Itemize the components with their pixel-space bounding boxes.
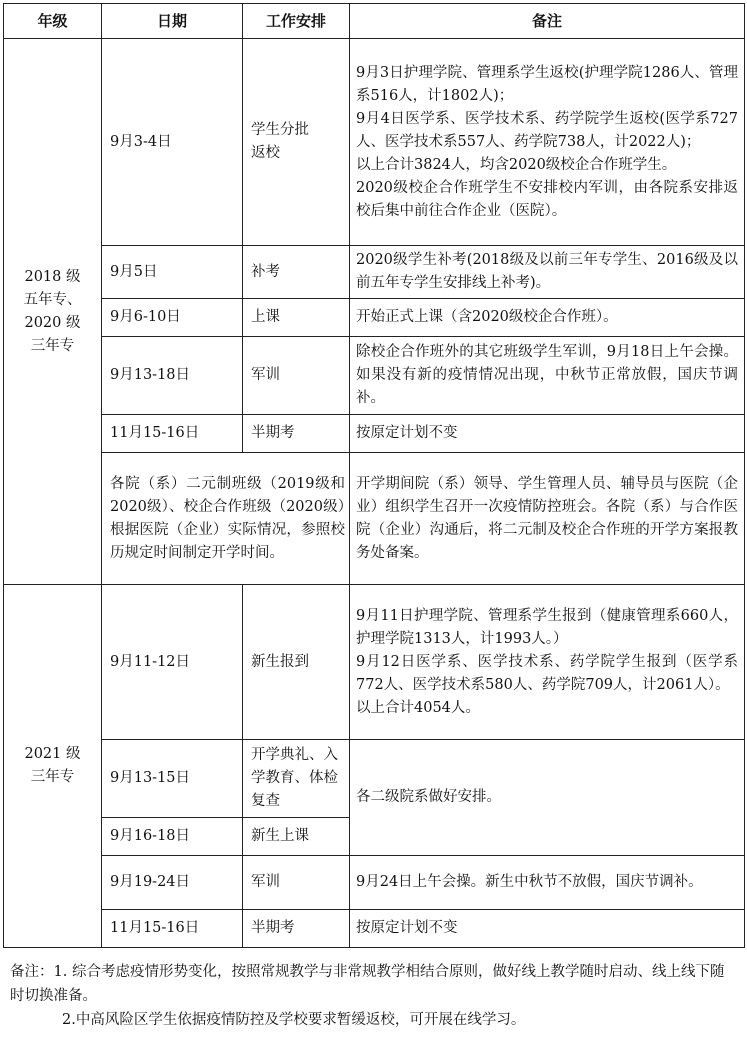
table-row xyxy=(4,337,745,415)
date-cell: 9月13-18日 xyxy=(102,337,243,415)
grade-line: 三年专 xyxy=(30,337,75,354)
table-row xyxy=(4,910,745,948)
table-row xyxy=(4,39,745,246)
footnote-1: 备注：1. 综合考虑疫情形势变化，按照常规教学与非常规教学相结合原则，做好线上教学随时启动、线上线下随时切换准备。 xyxy=(10,964,725,1004)
date-cell: 11月15-16日 xyxy=(102,415,243,453)
task-cell: 新生上课 xyxy=(243,818,350,856)
table-row xyxy=(4,299,745,337)
schedule-table xyxy=(3,3,745,948)
note-cell: 按原定计划不变 xyxy=(350,910,745,948)
table-row xyxy=(4,415,745,453)
table-row xyxy=(4,856,745,910)
note-cell: 按原定计划不变 xyxy=(350,415,745,453)
date-cell: 11月15-16日 xyxy=(102,910,243,948)
table-row xyxy=(4,246,745,299)
date-cell: 9月19-24日 xyxy=(102,856,243,910)
header-task: 工作安排 xyxy=(243,4,350,39)
task-cell: 补考 xyxy=(243,246,350,299)
note-cell: 9月3日护理学院、管理系学生返校(护理学院1286人、管理系516人，计1802人)； 9月4日医学系、医学技术系、药学院学生返校(医学系727人、医学技术系557人、药学院738人，计2022人)； 以上合计3824人，均含2020级校企合作班学生。 2020级校企合作班学生不安排校内军训，由各院系安排返校后集中前往合作企业（医院）。 xyxy=(350,39,745,246)
note-cell: 除校企合作班外的其它班级学生军训，9月18日上午会操。如果没有新的疫情情况出现，中秋节正常放假，国庆节调补。 xyxy=(350,337,745,415)
header-row xyxy=(4,4,745,39)
task-cell: 新生报到 xyxy=(243,585,350,740)
task-cell: 军训 xyxy=(243,856,350,910)
task-cell: 学生分批 返校 xyxy=(243,39,350,246)
date-cell: 9月6-10日 xyxy=(102,299,243,337)
date-cell: 9月5日 xyxy=(102,246,243,299)
table-row xyxy=(4,585,745,740)
grade-line: 2020 级 xyxy=(24,314,81,331)
task-cell: 半期考 xyxy=(243,415,350,453)
date-cell: 9月16-18日 xyxy=(102,818,243,856)
footnotes xyxy=(10,960,735,1032)
note-cell: 各二级院系做好安排。 xyxy=(350,740,745,856)
note-cell: 2020级学生补考(2018级及以前三年专学生、2016级及以前五年专学生安排线上补考)。 xyxy=(350,246,745,299)
footnote-2: 2.中高风险区学生依据疫情防控及学校要求暂缓返校，可开展在线学习。 xyxy=(62,1012,526,1028)
table-row xyxy=(4,453,745,585)
task-cell: 上课 xyxy=(243,299,350,337)
date-cell: 9月3-4日 xyxy=(102,39,243,246)
task-cell: 半期考 xyxy=(243,910,350,948)
merged-arrangement-cell: 各院（系）二元制班级（2019级和2020级）、校企合作班级（2020级）根据医院（企业）实际情况，参照校历规定时间制定开学时间。 xyxy=(102,453,350,585)
date-cell: 9月11-12日 xyxy=(102,585,243,740)
date-cell: 9月13-15日 xyxy=(102,740,243,818)
note-cell: 开学期间院（系）领导、学生管理人员、辅导员与医院（企业）组织学生召开一次疫情防控班会。各院（系）与合作医院（企业）沟通后，将二元制及校企合作班的开学方案报教务处备案。 xyxy=(350,453,745,585)
task-cell: 开学典礼、入学教育、体检复查 xyxy=(243,740,350,818)
grade-line: 三年专 xyxy=(30,769,75,785)
header-date: 日期 xyxy=(102,4,243,39)
header-note: 备注 xyxy=(350,4,745,39)
note-cell: 9月24日上午会操。新生中秋节不放假，国庆节调补。 xyxy=(350,856,745,910)
note-cell: 9月11日护理学院、管理系学生报到（健康管理系660人，护理学院1313人，计1993人。） 9月12日医学系、医学技术系、药学院学生报到（医学系772人、医学技术系580人、药学院709人，计2061人）。 以上合计4054人。 xyxy=(350,585,745,740)
grade-line: 2018 级 xyxy=(24,268,81,285)
grade-cell-2018-2020 xyxy=(4,39,102,585)
grade-line: 2021 级 xyxy=(24,746,81,762)
note-cell: 开始正式上课（含2020级校企合作班）。 xyxy=(350,299,745,337)
grade-cell-2021 xyxy=(4,585,102,948)
task-cell: 军训 xyxy=(243,337,350,415)
header-grade: 年级 xyxy=(4,4,102,39)
grade-line: 五年专、 xyxy=(23,291,82,308)
table-row xyxy=(4,740,745,818)
